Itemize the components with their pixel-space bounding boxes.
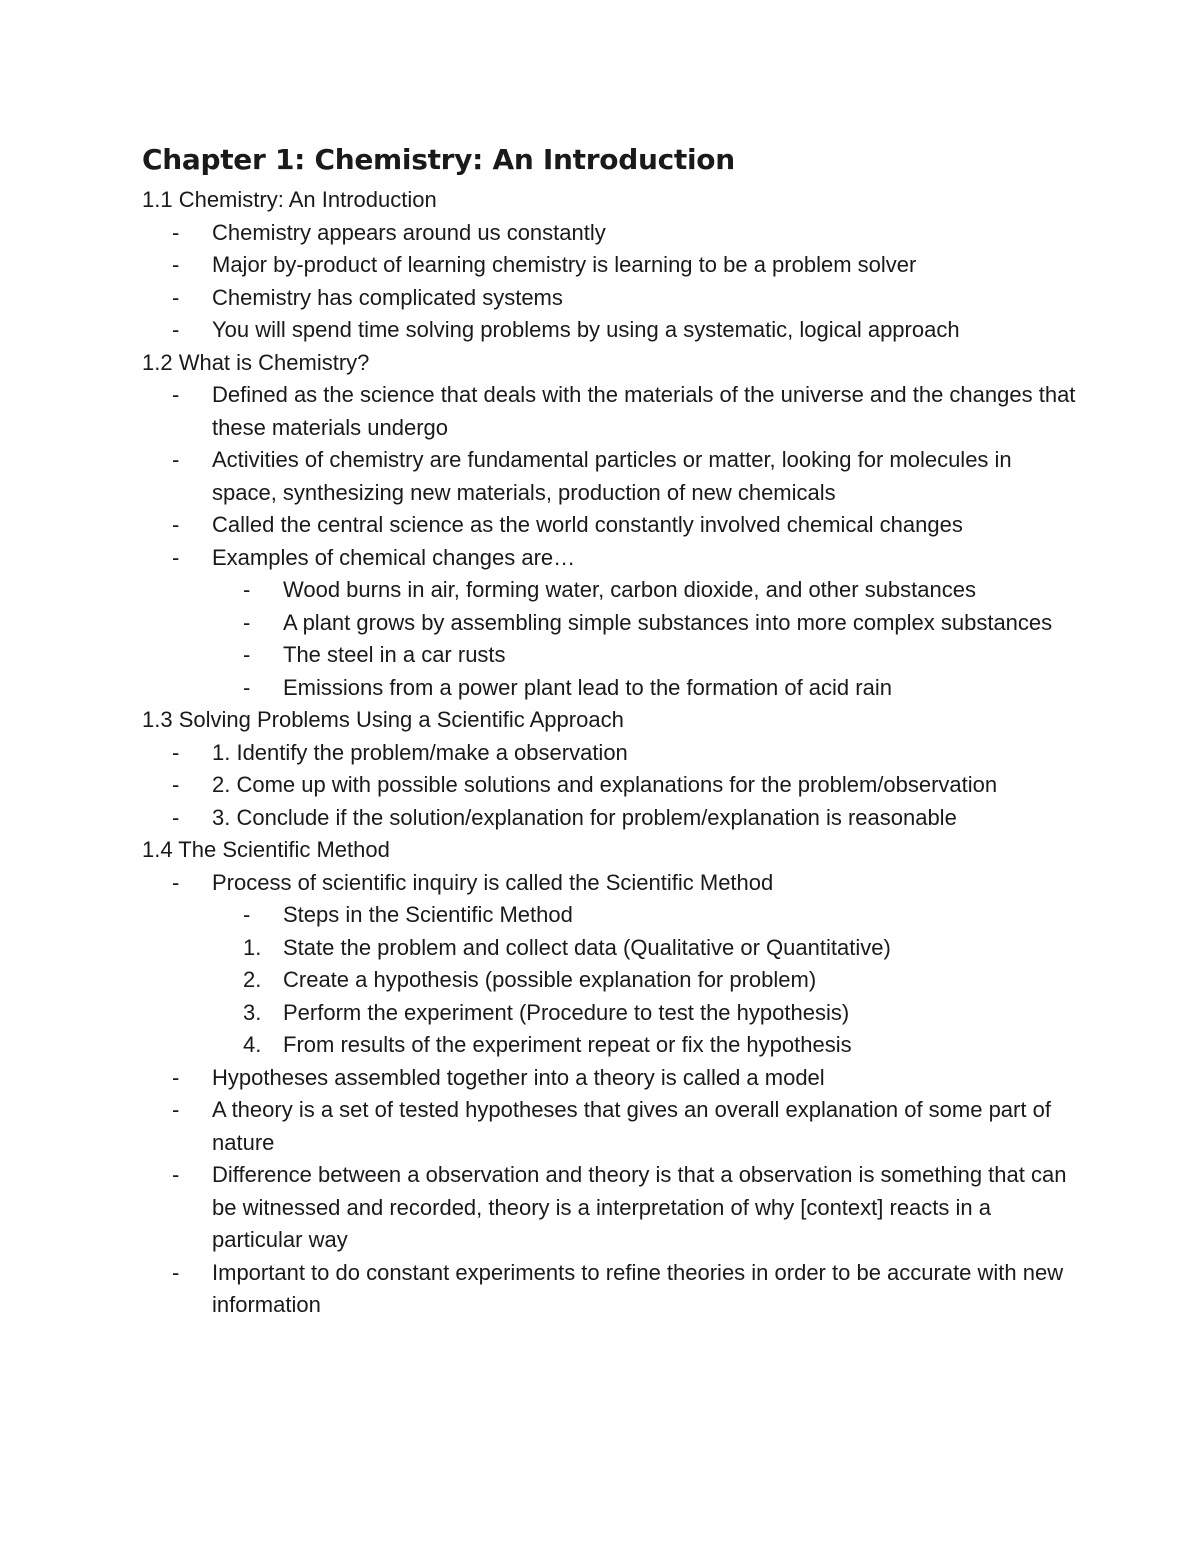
list-item xyxy=(142,542,1082,575)
dash-bullet: - xyxy=(172,252,180,277)
list-item-text: Examples of chemical changes are… xyxy=(212,544,576,570)
dash-bullet: - xyxy=(243,577,251,602)
list-item-text: Perform the experiment (Procedure to test the hypothesis) xyxy=(283,999,850,1025)
dash-bullet: - xyxy=(172,284,180,310)
list-item-text: Create a hypothesis (possible explanation for problem) xyxy=(283,967,817,992)
list-item xyxy=(142,1029,1082,1062)
list-item-text: 3. Conclude if the solution/explanation for problem/explanation is reasonable xyxy=(212,804,957,830)
list-item xyxy=(142,217,1082,250)
section xyxy=(142,834,1082,1322)
list-item-text: 2. Come up with possible solutions and explanations for the problem/observation xyxy=(212,772,998,797)
dash-bullet: - xyxy=(172,1162,180,1187)
list-item-text: From results of the experiment repeat or fix the hypothesis xyxy=(283,1032,852,1057)
list-item-text: The steel in a car rusts xyxy=(283,642,506,667)
list-item-text: Difference between a observation and theory is that a observation is something that can be witnessed and recorded, theory is a interpretation of why [context] reacts in a particular way xyxy=(212,1162,1067,1252)
list-item xyxy=(142,314,1082,347)
bullet-list xyxy=(142,867,1082,1322)
list-item xyxy=(142,1257,1082,1322)
dash-bullet: - xyxy=(172,1064,180,1090)
list-number: 2. xyxy=(243,967,262,992)
list-item xyxy=(142,867,1082,900)
list-item xyxy=(142,1094,1082,1159)
bullet-list xyxy=(142,379,1082,704)
list-item xyxy=(142,607,1082,640)
list-item xyxy=(142,1159,1082,1257)
list-item xyxy=(142,639,1082,672)
list-item-text: Chemistry appears around us constantly xyxy=(212,219,606,245)
dash-bullet: - xyxy=(172,447,180,472)
list-item xyxy=(142,672,1082,705)
list-item xyxy=(142,964,1082,997)
list-number: 1. xyxy=(243,934,262,960)
dash-bullet: - xyxy=(172,869,180,895)
section-heading: 1.1 Chemistry: An Introduction xyxy=(142,187,437,212)
list-item-text: Wood burns in air, forming water, carbon dioxide, and other substances xyxy=(283,577,976,602)
dash-bullet: - xyxy=(172,382,180,407)
list-item xyxy=(142,249,1082,282)
list-item xyxy=(142,737,1082,770)
dash-bullet: - xyxy=(172,1259,180,1285)
section-heading: 1.3 Solving Problems Using a Scientific Approach xyxy=(142,707,624,732)
dash-bullet: - xyxy=(172,512,180,537)
dash-bullet: - xyxy=(172,1097,180,1122)
list-item xyxy=(142,509,1082,542)
list-item-text: Process of scientific inquiry is called the Scientific Method xyxy=(212,869,774,895)
list-item xyxy=(142,574,1082,607)
list-item-text: Steps in the Scientific Method xyxy=(283,902,573,927)
list-item-text: Emissions from a power plant lead to the formation of acid rain xyxy=(283,674,892,700)
dash-bullet: - xyxy=(172,544,180,570)
list-number: 4. xyxy=(243,1032,262,1057)
dash-bullet: - xyxy=(172,317,180,342)
list-item-text: 1. Identify the problem/make a observation xyxy=(212,739,628,765)
list-item-text: Hypotheses assembled together into a theory is called a model xyxy=(212,1064,825,1090)
list-item xyxy=(142,1062,1082,1095)
bullet-list xyxy=(142,737,1082,835)
dash-bullet: - xyxy=(243,609,251,635)
dash-bullet: - xyxy=(243,642,251,667)
list-item-text: A theory is a set of tested hypotheses that gives an overall explanation of some part of nature xyxy=(212,1097,1051,1155)
dash-bullet: - xyxy=(172,804,180,830)
list-item xyxy=(142,444,1082,509)
document-page xyxy=(142,138,1082,1322)
list-item-text: Called the central science as the world constantly involved chemical changes xyxy=(212,512,963,537)
section xyxy=(142,704,1082,834)
section-heading: 1.2 What is Chemistry? xyxy=(142,349,370,375)
dash-bullet: - xyxy=(172,772,180,797)
section xyxy=(142,184,1082,347)
list-item xyxy=(142,899,1082,932)
list-item-text: A plant grows by assembling simple substances into more complex substances xyxy=(283,609,1053,635)
section-heading: 1.4 The Scientific Method xyxy=(142,837,390,862)
sections-container xyxy=(142,184,1082,1322)
list-item-text: You will spend time solving problems by using a systematic, logical approach xyxy=(212,317,960,342)
list-item xyxy=(142,379,1082,444)
bullet-list xyxy=(142,217,1082,347)
dash-bullet: - xyxy=(172,219,180,245)
list-item xyxy=(142,769,1082,802)
list-item-text: Major by-product of learning chemistry is learning to be a problem solver xyxy=(212,252,917,277)
list-item-text: Important to do constant experiments to refine theories in order to be accurate with new information xyxy=(212,1259,1064,1317)
list-number: 3. xyxy=(243,999,262,1025)
list-item-text: Defined as the science that deals with the materials of the universe and the changes that these materials undergo xyxy=(212,382,1076,440)
list-item xyxy=(142,997,1082,1030)
list-item xyxy=(142,802,1082,835)
list-item-text: Activities of chemistry are fundamental particles or matter, looking for molecules in space, synthesizing new materials, production of new chemicals xyxy=(212,447,1012,505)
list-item xyxy=(142,932,1082,965)
dash-bullet: - xyxy=(243,902,251,927)
chapter-title: Chapter 1: Chemistry: An Introduction xyxy=(142,143,735,176)
list-item xyxy=(142,282,1082,315)
list-item-text: State the problem and collect data (Qualitative or Quantitative) xyxy=(283,934,891,960)
dash-bullet: - xyxy=(172,739,180,765)
section xyxy=(142,347,1082,705)
dash-bullet: - xyxy=(243,674,251,700)
list-item-text: Chemistry has complicated systems xyxy=(212,284,563,310)
